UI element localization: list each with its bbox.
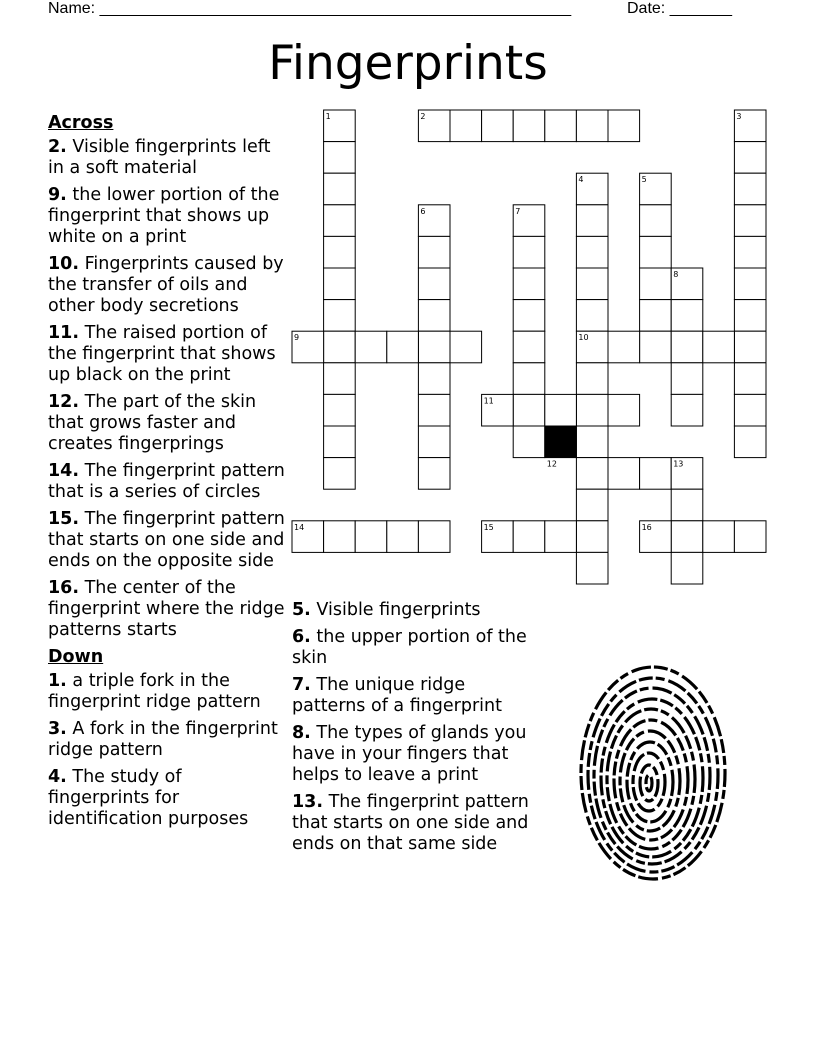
- grid-number: 12: [546, 459, 557, 469]
- grid-number: 13: [673, 459, 684, 469]
- grid-cell[interactable]: [513, 363, 545, 395]
- grid-cell[interactable]: [671, 521, 703, 553]
- grid-cell[interactable]: [734, 394, 766, 426]
- grid-cell[interactable]: [324, 173, 356, 205]
- black-cell: [545, 426, 577, 458]
- grid-cell[interactable]: [387, 521, 419, 553]
- clue-across-16: [48, 578, 288, 641]
- grid-cell[interactable]: [324, 205, 356, 237]
- grid-number: 8: [673, 270, 679, 279]
- clue-number: 9.: [48, 185, 67, 205]
- clue-number: 16.: [48, 578, 80, 598]
- grid-cell[interactable]: [640, 300, 672, 332]
- clue-number: 11.: [48, 323, 80, 343]
- grid-cell[interactable]: [513, 426, 545, 458]
- grid-cell[interactable]: [576, 236, 608, 268]
- grid-number: 16: [641, 522, 652, 532]
- grid-cell[interactable]: [576, 426, 608, 458]
- grid-cell[interactable]: [355, 331, 387, 363]
- clue-across-10: [48, 254, 288, 317]
- grid-cell[interactable]: [545, 110, 577, 142]
- clue-number: 8.: [292, 723, 311, 743]
- grid-number: 4: [578, 175, 584, 185]
- clue-down-7: [292, 675, 532, 717]
- grid-cell[interactable]: [734, 236, 766, 268]
- grid-cell[interactable]: [324, 331, 356, 363]
- clue-text: The part of the skin that grows faster and creates fingerprings: [48, 392, 257, 454]
- grid-cell[interactable]: [608, 110, 640, 142]
- grid-cell[interactable]: [671, 489, 703, 521]
- grid-cell[interactable]: [418, 426, 450, 458]
- grid-cell[interactable]: [513, 394, 545, 426]
- grid-cell[interactable]: [640, 236, 672, 268]
- grid-cell[interactable]: [576, 205, 608, 237]
- clue-text: the lower portion of the fingerprint that shows up white on a print: [48, 185, 280, 247]
- clue-text: a triple fork in the fingerprint ridge pattern: [48, 671, 261, 712]
- grid-cell[interactable]: [513, 521, 545, 553]
- grid-cell[interactable]: [671, 363, 703, 395]
- clue-down-1: [48, 671, 288, 713]
- clue-number: 10.: [48, 254, 80, 274]
- grid-number: 1: [325, 112, 331, 121]
- clue-across-15: [48, 509, 288, 572]
- grid-cell[interactable]: [640, 458, 672, 490]
- clue-number: 1.: [48, 671, 67, 691]
- grid-cell[interactable]: [576, 521, 608, 553]
- clue-down-13: [292, 792, 532, 855]
- grid-cell[interactable]: [671, 552, 703, 584]
- grid-number: 3: [736, 112, 742, 121]
- grid-cell[interactable]: [734, 142, 766, 174]
- grid-number: 6: [420, 206, 426, 216]
- grid-number: 11: [483, 396, 494, 406]
- grid-cell[interactable]: [324, 458, 356, 490]
- grid-cell[interactable]: [450, 331, 482, 363]
- clue-number: 13.: [292, 792, 324, 812]
- clue-number: 12.: [48, 392, 80, 412]
- grid-cell[interactable]: [576, 489, 608, 521]
- grid-cell[interactable]: [513, 268, 545, 300]
- grid-cell[interactable]: [576, 268, 608, 300]
- grid-cell[interactable]: [513, 110, 545, 142]
- clue-number: 3.: [48, 719, 67, 739]
- clue-text: The study of fingerprints for identification purposes: [48, 767, 249, 829]
- name-label: Name:: [48, 0, 96, 17]
- date-label: Date:: [627, 0, 666, 17]
- clue-across-2: [48, 137, 288, 179]
- grid-cell[interactable]: [324, 521, 356, 553]
- grid-cell[interactable]: [545, 521, 577, 553]
- grid-cell[interactable]: [734, 205, 766, 237]
- fingerprint-image: [575, 662, 730, 884]
- grid-number: 15: [483, 522, 494, 532]
- clue-text: The types of glands you have in your fingers that helps to leave a print: [292, 723, 527, 785]
- clue-number: 15.: [48, 509, 80, 529]
- clue-text: Fingerprints caused by the transfer of oils and other body secretions: [48, 254, 284, 316]
- grid-cell[interactable]: [640, 205, 672, 237]
- grid-cell[interactable]: [482, 110, 514, 142]
- grid-cell[interactable]: [608, 331, 640, 363]
- grid-number: 2: [420, 112, 426, 121]
- grid-cell[interactable]: [671, 331, 703, 363]
- grid-cell[interactable]: [324, 363, 356, 395]
- grid-cell[interactable]: [418, 236, 450, 268]
- grid-cell[interactable]: [671, 300, 703, 332]
- clue-down-8: [292, 723, 532, 786]
- grid-cell[interactable]: [418, 331, 450, 363]
- clue-across-12: [48, 392, 288, 455]
- clue-text: The center of the fingerprint where the ridge patterns starts: [48, 578, 285, 640]
- grid-cell[interactable]: [576, 394, 608, 426]
- clue-down-3: [48, 719, 288, 761]
- clue-text: Visible fingerprints left in a soft material: [48, 137, 271, 178]
- grid-cell[interactable]: [640, 268, 672, 300]
- grid-cell[interactable]: [734, 268, 766, 300]
- grid-cell[interactable]: [545, 394, 577, 426]
- grid-cell[interactable]: [734, 331, 766, 363]
- down-heading: Down: [48, 647, 104, 667]
- grid-cell[interactable]: [418, 521, 450, 553]
- clue-across-11: [48, 323, 288, 386]
- grid-cell[interactable]: [576, 300, 608, 332]
- clue-number: 5.: [292, 600, 311, 620]
- grid-cell[interactable]: [608, 458, 640, 490]
- grid-cell[interactable]: [576, 363, 608, 395]
- clue-number: 4.: [48, 767, 67, 787]
- clue-down-6: [292, 627, 532, 669]
- clue-number: 14.: [48, 461, 80, 481]
- grid-cell[interactable]: [576, 110, 608, 142]
- grid-cell[interactable]: [576, 458, 608, 490]
- grid-cell[interactable]: [513, 300, 545, 332]
- clue-number: 7.: [292, 675, 311, 695]
- clue-across-14: [48, 461, 288, 503]
- grid-cell[interactable]: [734, 363, 766, 395]
- grid-number: 9: [294, 333, 300, 343]
- clues-column-left: [48, 113, 288, 836]
- grid-cell[interactable]: [324, 300, 356, 332]
- clue-across-9: [48, 185, 288, 248]
- grid-cell[interactable]: [608, 394, 640, 426]
- grid-cell[interactable]: [450, 110, 482, 142]
- grid-cell[interactable]: [734, 173, 766, 205]
- across-heading: Across: [48, 113, 114, 133]
- grid-cell[interactable]: [640, 331, 672, 363]
- clue-text: The unique ridge patterns of a fingerprint: [292, 675, 502, 716]
- grid-cell[interactable]: [576, 552, 608, 584]
- name-line[interactable]: _____________________________________________________: [99, 0, 572, 17]
- grid-cell[interactable]: [734, 426, 766, 458]
- clue-number: 2.: [48, 137, 67, 157]
- grid-cell[interactable]: [387, 331, 419, 363]
- grid-number: 7: [515, 206, 521, 216]
- grid-cell[interactable]: [324, 394, 356, 426]
- grid-number: 5: [641, 175, 647, 185]
- clue-text: The fingerprint pattern that is a series of circles: [48, 461, 285, 502]
- grid-cell[interactable]: [734, 521, 766, 553]
- grid-number: 14: [294, 522, 305, 532]
- clue-down-4: [48, 767, 288, 830]
- grid-cell[interactable]: [418, 458, 450, 490]
- grid-cell[interactable]: [324, 268, 356, 300]
- grid-cell[interactable]: [671, 394, 703, 426]
- grid-cell[interactable]: [513, 236, 545, 268]
- grid-cell[interactable]: [418, 300, 450, 332]
- grid-cell[interactable]: [324, 426, 356, 458]
- clue-number: 6.: [292, 627, 311, 647]
- grid-cell[interactable]: [418, 394, 450, 426]
- grid-cell[interactable]: [703, 331, 735, 363]
- grid-cell[interactable]: [324, 142, 356, 174]
- grid-cell[interactable]: [703, 521, 735, 553]
- clue-text: The fingerprint pattern that starts on one side and ends on that same side: [292, 792, 529, 854]
- grid-cell[interactable]: [355, 521, 387, 553]
- clues-column-right: [292, 600, 532, 861]
- grid-cell[interactable]: [734, 300, 766, 332]
- clue-text: The raised portion of the fingerprint that shows up black on the print: [48, 323, 276, 385]
- clue-down-5: [292, 600, 532, 621]
- grid-number: 10: [578, 333, 589, 343]
- page-title: Fingerprints: [268, 36, 548, 91]
- grid-cell[interactable]: [324, 236, 356, 268]
- clue-text: the upper portion of the skin: [292, 627, 527, 668]
- grid-cell[interactable]: [418, 268, 450, 300]
- grid-cell[interactable]: [513, 331, 545, 363]
- grid-cell[interactable]: [418, 363, 450, 395]
- date-line[interactable]: _______: [669, 0, 732, 17]
- clue-text: Visible fingerprints: [316, 600, 481, 620]
- clue-text: A fork in the fingerprint ridge pattern: [48, 719, 278, 760]
- clue-text: The fingerprint pattern that starts on one side and ends on the opposite side: [48, 509, 285, 571]
